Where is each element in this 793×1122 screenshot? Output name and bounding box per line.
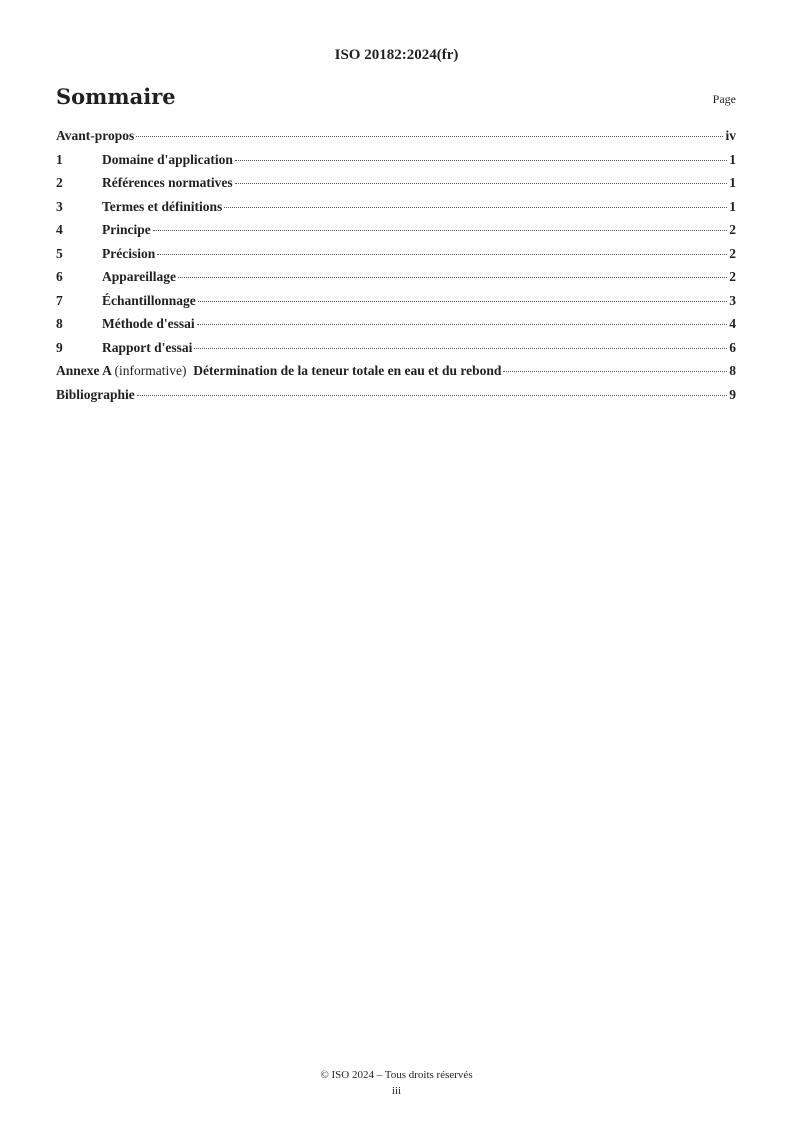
toc-entry-terms[interactable]	[56, 199, 736, 223]
dot-leader	[137, 395, 727, 396]
dot-leader	[235, 160, 727, 161]
page-column-label: Page	[712, 92, 736, 106]
toc-entry-number: 6	[56, 269, 63, 284]
dot-leader	[197, 324, 728, 325]
dot-leader	[153, 230, 728, 231]
toc-entry-principle[interactable]	[56, 222, 736, 246]
toc-entry-label: Échantillonnage	[102, 292, 196, 308]
toc-entry-test-report[interactable]	[56, 340, 736, 364]
toc-entry-label: Références normatives	[102, 175, 233, 190]
toc-entry-page: 1	[729, 175, 736, 190]
toc-title-row	[56, 84, 736, 114]
toc-entry-page: 2	[729, 269, 736, 284]
annex-type: (informative)	[114, 363, 187, 378]
toc-entry-foreword[interactable]	[56, 128, 736, 152]
toc-entry-normative-references[interactable]	[56, 175, 736, 199]
dot-leader	[235, 183, 728, 184]
toc-entry-label: Rapport d'essai	[102, 339, 193, 355]
toc-entry-number: 4	[56, 222, 63, 237]
dot-leader	[224, 207, 727, 208]
toc-entry-label	[56, 363, 501, 379]
toc-entry-label: Domaine d'application	[102, 151, 233, 167]
toc-entry-test-method[interactable]	[56, 316, 736, 340]
toc-entry-page: 6	[729, 339, 736, 355]
toc-entry-page: 1	[729, 198, 736, 214]
toc-entry-apparatus[interactable]	[56, 269, 736, 293]
toc-entry-page: 2	[729, 222, 736, 237]
toc-entry-page: 2	[729, 245, 736, 261]
toc-entry-label: Précision	[102, 245, 156, 261]
toc-entry-number: 1	[56, 151, 63, 167]
toc-entry-label: Avant-propos	[56, 128, 135, 143]
document-header: ISO 20182:2024(fr)	[334, 47, 459, 63]
toc-entry-label: Termes et définitions	[102, 198, 223, 214]
toc-entry-number: 2	[56, 175, 63, 190]
toc-entry-number: 7	[56, 292, 63, 308]
copyright-notice: © ISO 2024 – Tous droits réservés	[320, 1069, 473, 1081]
toc-entry-page: 8	[729, 363, 736, 378]
dot-leader	[198, 301, 727, 302]
dot-leader	[178, 277, 727, 278]
dot-leader	[136, 136, 723, 137]
toc-entry-number: 5	[56, 245, 63, 261]
toc-entry-number: 9	[56, 339, 63, 355]
toc-entry-bibliography[interactable]	[56, 387, 736, 411]
toc-entry-number: 8	[56, 316, 63, 331]
toc-entry-page: 9	[729, 386, 736, 402]
toc-entry-label: Principe	[102, 222, 151, 237]
page-number: iii	[391, 1085, 402, 1097]
toc-entry-page: 3	[729, 292, 736, 308]
annex-prefix: Annexe A	[56, 363, 112, 378]
toc-entry-page: iv	[725, 128, 736, 143]
toc-entry-scope[interactable]	[56, 152, 736, 176]
toc-entry-label: Méthode d'essai	[102, 316, 195, 331]
toc-entry-label: Bibliographie	[56, 386, 135, 402]
toc-entry-page: 1	[729, 151, 736, 167]
dot-leader	[503, 371, 727, 372]
dot-leader	[157, 254, 727, 255]
toc-entry-label: Appareillage	[102, 269, 176, 284]
table-of-contents	[56, 128, 736, 410]
toc-entry-number: 3	[56, 198, 63, 214]
toc-entry-annex-a[interactable]	[56, 363, 736, 387]
dot-leader	[194, 348, 727, 349]
toc-entry-sampling[interactable]	[56, 293, 736, 317]
toc-entry-page: 4	[729, 316, 736, 331]
annex-title: Détermination de la teneur totale en eau et du rebond	[193, 363, 502, 378]
document-footer	[0, 1067, 793, 1099]
toc-entry-precision[interactable]	[56, 246, 736, 270]
toc-title: Sommaire	[56, 84, 176, 109]
